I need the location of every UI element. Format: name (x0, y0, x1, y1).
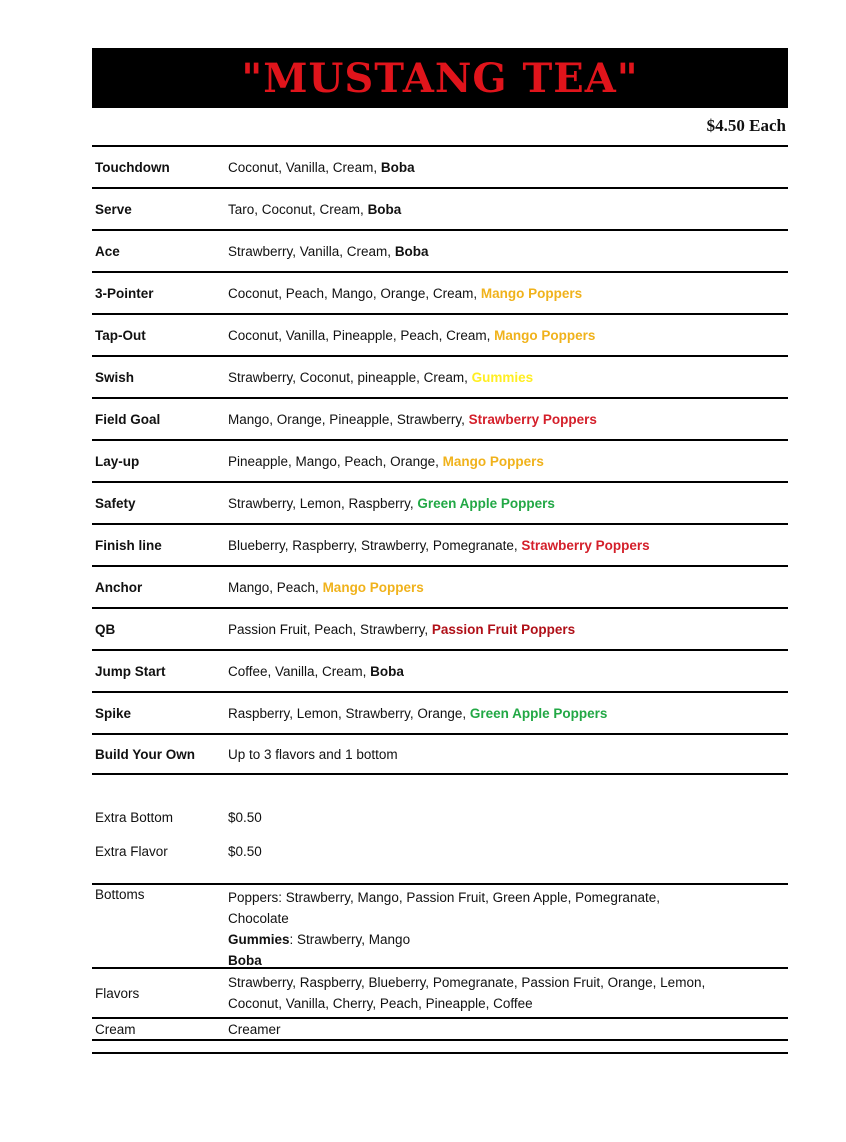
flavors-label: Flavors (95, 985, 140, 1001)
title-banner (92, 48, 788, 108)
drink-name: Swish (95, 369, 135, 385)
drink-row (92, 649, 788, 691)
drink-row (92, 565, 788, 607)
drink-ingredients (228, 622, 788, 637)
extra-price: $0.50 (228, 843, 262, 859)
drink-flavors: Taro, Coconut, Cream, (228, 201, 368, 217)
price-label: $4.50 Each (706, 116, 786, 135)
drink-row (92, 355, 788, 397)
cream-row (92, 1017, 788, 1041)
drink-row (92, 187, 788, 229)
flavors-line-2: Coconut, Vanilla, Cherry, Peach, Pineapple, Coffee (228, 996, 533, 1011)
drink-name: Ace (95, 243, 120, 259)
drink-name: Tap-Out (95, 327, 146, 343)
drink-name: Lay-up (95, 453, 140, 469)
drink-ingredients (228, 160, 788, 175)
flavors-row (92, 967, 788, 1017)
drink-flavors: Strawberry, Vanilla, Cream, (228, 243, 395, 259)
drink-topping: Mango Poppers (322, 579, 424, 595)
extra-label: Extra Flavor (95, 843, 168, 859)
drink-ingredients (228, 286, 788, 301)
drink-flavors: Coconut, Vanilla, Cream, (228, 159, 381, 175)
flavors-list (228, 972, 788, 1014)
poppers-line: Poppers: Strawberry, Mango, Passion Fruit, Green Apple, Pomegranate, (228, 890, 660, 905)
extras-section (92, 800, 788, 868)
drink-ingredients (228, 202, 788, 217)
drink-row (92, 229, 788, 271)
extra-row (92, 800, 788, 834)
gummies-label: Gummies (228, 932, 290, 947)
drink-ingredients (228, 328, 788, 343)
drink-row (92, 691, 788, 733)
drink-name: 3-Pointer (95, 285, 154, 301)
drink-flavors: Strawberry, Lemon, Raspberry, (228, 495, 418, 511)
drink-name: Build Your Own (95, 746, 195, 762)
drink-topping: Green Apple Poppers (469, 705, 608, 721)
drink-topping: Green Apple Poppers (417, 495, 555, 511)
drink-flavors: Coconut, Peach, Mango, Orange, Cream, (228, 285, 481, 301)
closing-divider (92, 1052, 788, 1054)
gummies-line (228, 929, 788, 950)
drink-ingredients (228, 538, 788, 553)
extra-price: $0.50 (228, 809, 262, 825)
boba-line: Boba (228, 953, 262, 968)
bottoms-label: Bottoms (95, 887, 145, 902)
drink-row (92, 313, 788, 355)
drink-row (92, 523, 788, 565)
drink-flavors: Coconut, Vanilla, Pineapple, Peach, Cream, (228, 327, 495, 343)
drink-ingredients (228, 580, 788, 595)
flavors-line-1: Strawberry, Raspberry, Blueberry, Pomegranate, Passion Fruit, Orange, Lemon, (228, 975, 706, 990)
drink-name: QB (95, 621, 116, 637)
drink-topping: Gummies (471, 369, 534, 385)
gummies-options: : Strawberry, Mango (289, 932, 411, 947)
drink-topping: Strawberry Poppers (521, 537, 650, 553)
drink-row (92, 397, 788, 439)
drink-flavors: Up to 3 flavors and 1 bottom (228, 746, 398, 762)
drink-topping: Strawberry Poppers (468, 411, 597, 427)
drink-row (92, 607, 788, 649)
drink-ingredients (228, 747, 788, 762)
drink-topping: Mango Poppers (442, 453, 544, 469)
poppers-line-continued: Chocolate (228, 911, 289, 926)
drink-flavors: Passion Fruit, Peach, Strawberry, (228, 621, 432, 637)
drink-flavors: Mango, Peach, (228, 579, 323, 595)
drink-ingredients (228, 244, 788, 259)
drink-ingredients (228, 706, 788, 721)
drink-flavors: Mango, Orange, Pineapple, Strawberry, (228, 411, 469, 427)
bottoms-list (228, 887, 788, 967)
cream-value: Creamer (228, 1021, 281, 1037)
extra-label: Extra Bottom (95, 809, 174, 825)
drink-ingredients (228, 412, 788, 427)
drink-ingredients (228, 370, 788, 385)
drink-name: Anchor (95, 579, 143, 595)
cream-label: Cream (95, 1021, 136, 1037)
drink-name: Field Goal (95, 411, 161, 427)
drink-topping: Boba (367, 201, 402, 217)
drink-ingredients (228, 454, 788, 469)
ingredients-reference-table (92, 883, 788, 1041)
drink-name: Jump Start (95, 663, 166, 679)
drink-name: Touchdown (95, 159, 170, 175)
drink-flavors: Strawberry, Coconut, pineapple, Cream, (228, 369, 472, 385)
drink-topping: Mango Poppers (480, 285, 583, 301)
bottoms-row (92, 883, 788, 967)
drink-topping: Boba (380, 159, 415, 175)
drink-row (92, 439, 788, 481)
drink-menu-table (92, 145, 788, 775)
drink-topping: Boba (370, 663, 404, 679)
drink-name: Serve (95, 201, 132, 217)
drink-name: Safety (95, 495, 136, 511)
drink-row (92, 145, 788, 187)
drink-row (92, 481, 788, 523)
drink-flavors: Pineapple, Mango, Peach, Orange, (228, 453, 443, 469)
drink-flavors: Coffee, Vanilla, Cream, (228, 663, 371, 679)
drink-topping: Boba (394, 243, 429, 259)
drink-flavors: Blueberry, Raspberry, Strawberry, Pomegranate, (228, 537, 522, 553)
drink-topping: Mango Poppers (494, 327, 596, 343)
drink-row (92, 271, 788, 313)
drink-topping: Passion Fruit Poppers (431, 621, 576, 637)
drink-flavors: Raspberry, Lemon, Strawberry, Orange, (228, 705, 470, 721)
drink-row (92, 733, 788, 775)
drink-name: Spike (95, 705, 132, 721)
menu-title: "MUSTANG TEA" (241, 54, 639, 102)
drink-ingredients (228, 664, 788, 679)
drink-name: Finish line (95, 537, 162, 553)
drink-ingredients (228, 496, 788, 511)
extra-row (92, 834, 788, 868)
